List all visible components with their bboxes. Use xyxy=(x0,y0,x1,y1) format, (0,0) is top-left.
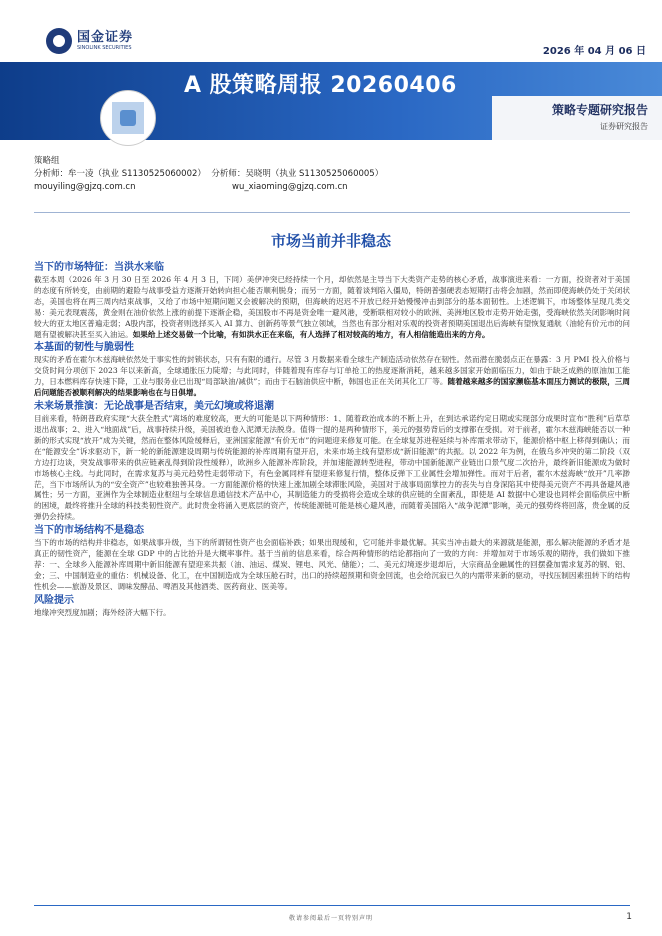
analyst-2: 分析师：吴晓明（执业 S1130525060005） xyxy=(211,169,384,179)
footer-disclaimer: 敬请参阅最后一页特别声明 xyxy=(288,915,373,922)
strategy-group-label: 策略组 xyxy=(34,156,60,166)
logo-cn-text: 国金证券 xyxy=(77,29,134,45)
document-title: 市场当前并非稳态 xyxy=(270,232,391,250)
section-heading-scenarios: 未来场景推演：无论战事是否结束，美元幻境或将退潮 xyxy=(34,401,274,413)
section-text-risk: 地缘冲突烈度加剧；海外经济大幅下行。 xyxy=(34,607,171,617)
section-text-market-features: 截至本周（2026 年 3 月 30 日至 2026 年 4 月 3 日，下同）美伊冲突已经持续一个月，却依然是主导当下大类资产走势的核心矛盾，战事演进来看：一方面，投资者对于美国的态度有所转变，由前期的避险与战事受益方逐渐开始转向担心能否顺利脱身；而另一方面，随着谈判陷入僵局，特朗普强硬表态短期打击将会加剧，然而即使海峡仍处于关闭状态，美国也将在两三周内结束战事，又给了市场中短期问题又会被解决的预期，但海峡的迟迟不开放已经开始慢慢冲击到部分的基本面韧性。上述逻辑下，市场整体呈现几类交易：美元表现震荡，黄金则在油价依然上涨的前提下逐渐企稳，美国股市不再是资金唯一避风港，受断联相对较小的欧洲、美洲地区股市走势开始走强，受海峡依然关闭影响时间较大的亚太地区普遍走弱；A股内部，投资者则选择买入 AI 算力、创新药等景气独立领域，当然也有部分相对乐观的投资者预期美国退出后海峡有望恢复通航（油轮有价元市的问题有望被解决甚至买入油运。如果给上述交易做一个比喻，有如洪水正在来临，有人选择了相对较高的地方，有人相信能造出来的方舟。 xyxy=(34,275,630,339)
title-banner xyxy=(0,62,662,140)
footer-divider xyxy=(34,905,630,906)
report-body xyxy=(34,260,630,619)
analyst-1: 分析师：牟一凌（执业 S1130525060002） xyxy=(34,169,206,179)
report-date: 2026 年 04 月 06 日 xyxy=(542,46,646,57)
company-logo xyxy=(46,28,133,54)
report-type: 策略专题研究报告 xyxy=(551,103,648,117)
report-type-panel xyxy=(492,96,662,140)
section-heading-risk: 风险提示 xyxy=(34,594,74,606)
section-text-fundamentals: 现实的矛盾在霍尔木兹海峡依然处于事实性的封锁状态，只有有限的通行。尽管 3 月数据来看全球生产制造活动依然存在韧性。然而潜在脆弱点正在暴露：3 月 PMI 投入价格与交货时间分项创下 2023 年以来新高，全球通胀压力陡增；与此同时，伴随着现有库存与订单抢工的热度逐渐消耗，越来越多国家开始面临压力，如由于缺乏成熟的原油加工能力，日本燃料库存快速下降，工业与服务业已出现“局部缺油/减供”；而由于石脑油供应中断，韩国也正在关闭其化工厂等。随着越来越多的国家濒临基本面压力测试的极限，三周后问题能否被顺利解决的结果影响也在与日俱增。 xyxy=(34,355,630,398)
qr-code-icon xyxy=(112,102,144,134)
logo-en-text: SINOLINK SECURITIES xyxy=(77,44,132,51)
qr-code-badge xyxy=(100,90,156,146)
report-subtype: 证券研究报告 xyxy=(600,122,648,131)
section-text-market-structure: 当下的市场的结构并非稳态，如果战事升级，当下的所谓韧性资产也会面临补跌；如果出现缓和，它可能并非最优解。其实当冲击最大的来源就是能源，那么解决能源的矛盾才是真正的韧性资产，能源在全球 GDP 中的占比抬升是大概率事件。基于当前的信息来看，综合两种情形的结论都指向了一致的方向：并增加对于市场乐观的期待，我们做如下推荐：一、全球乡入能源补库周期中新旧能源有望迎来共振（油、油运、煤炭、锂电、风光、储能）；二、美元幻境逐步退却后，大宗商品金融属性的回摆叠加需求复苏的钢、铝、金；三、中国制造业的重估：机械设备、化工，在中国制造成为全球压舱石时，出口的持续超预期和资金回流，也会给沉寂已久的内需带来新的驱动，寻找压制因素扭转下的结构性机会——旅游及景区、调味发酵品、啤酒及其他酒类、医药商业、医美等。 xyxy=(34,538,630,591)
analyst-info xyxy=(34,155,383,194)
section-heading-market-features: 当下的市场特征：当洪水来临 xyxy=(34,262,164,273)
sinolink-logo-icon xyxy=(46,28,72,54)
analyst-2-email[interactable]: wu_xiaoming@gjzq.com.cn xyxy=(232,182,348,192)
section-text-scenarios: 目前来看，特朗普政府实现“大获全胜式”离场的难度较高，更大的可能是以下两种情形：1、随着政治成本的不断上升，在到达承诺约定日期或实现部分成果时宣布“胜利”后草草退出战事；2、进入“地面战”后，战事持续升级，美国被迫卷入泥潭无法脱身。值得一提的是两种情形下，美元的强势背后的支撑都在受损。对于前者，霍尔木兹海峡能否以一种新的形式实现“放开”成为关键，然而在整体风险缓释后，亚洲国家能源“有价无市”的问题迎来修复可能。在全球复苏进程延续与补库需求带动下，能源价格中枢上移得到确认；而在“能源安全”诉求驱动下，新一轮的新能源建设周期与传统能源的补库周期有望开启，未来市场主线有望形成“新旧能源”的共振。以 2022 年为例，在俄乌乡冲突的第二阶段（双方边打边谈，突发战事带来的供应链紊乱得到阶段性缓释），欧洲乡入能源补库阶段，并加速能源转型进程，带动中国新能源产业链出口景气度二次抬升，最终新旧能源成为做时市场核心主线。与此同时，在需求复苏与美元趋势性走弱带动下，有色金属同样有望迎来修复行情，整体反弹下工业属性会增加弹性。而对于后者，霍尔木兹海峡“放开”几率渺茫，当下市场所认为的“安全资产”也较难独善其身。一方面能源价格的快速上涨加剧全球滞胀风险，美国对于战事局面掌控力的丧失与自身深陷其中使得美元资产不再具备避风港属性；另一方面，亚洲作为全球制造业枢纽与全球信息通信技术产品中心，其制造能力的受损将会造成全球的供应链的全面紊乱，即使是 AI 数据中心建设也同样会面临供应中断的困境，最终将推升全球的科技类韧性资产。此时贵金将涌入更底层的资产，传统能源链可能是核心避风港，而随着美国陷入“战争泥潭”影响，美元的强势终将回落，贵金属的反弹仍会持续。 xyxy=(34,414,630,522)
page-number: 1 xyxy=(626,912,632,922)
report-title: A 股策略周报 20260406 xyxy=(184,73,457,98)
section-heading-fundamentals: 本基面的韧性与脆弱性 xyxy=(34,342,134,354)
section-heading-market-structure: 当下的市场结构不是稳态 xyxy=(34,525,144,537)
header-divider xyxy=(34,212,630,213)
analyst-1-email[interactable]: mouyiling@gjzq.com.cn xyxy=(34,182,136,192)
